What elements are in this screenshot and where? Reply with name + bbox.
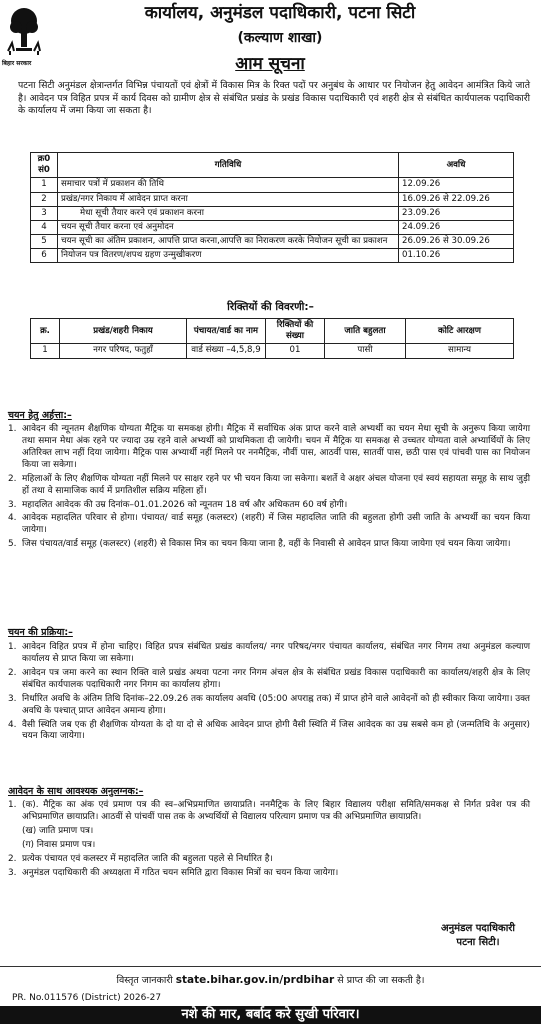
schedule-period: 26.09.26 से 30.09.26 (399, 235, 514, 249)
list-item-number: 2. (8, 667, 17, 678)
pr-line (12, 993, 530, 1005)
list-item (8, 642, 530, 666)
vacancy-header-row (31, 319, 514, 344)
list-item-text: वैसी स्थिति जब एक ही शैक्षणिक योग्यता के दो या दो से अधिक आवेदन प्राप्त होगी वैसी स्थिति में जिस आवेदक का उम्र सबसे कम हो (जन्मतिथि के अनुसार) चयन किया जायेगा। (22, 719, 530, 742)
table-row (31, 249, 514, 263)
list-item (8, 720, 530, 744)
intro-paragraph: पटना सिटी अनुमंडल क्षेत्रान्तर्गत विभिन्न पंचायतों एवं क्षेत्रों में विकास मित्र के रिक्त पदों पर अनुबंध के आधार पर नियोजन हेतु आवेदन आमंत्रित किये जाते है। आवेदन पत्र विहित प्रपत्र में कार्य दिवस को ग्रामीण क्षेत्र से संबंधित प्रखंड के प्रखंड विकास पदाधिकारी एवं शहरी क्षेत्र से संबंधित कार्यपालक पदाधिकारी के कार्यालय में जमा किया जा सकता है। (18, 80, 530, 117)
schedule-activity: चयन सूची का अंतिम प्रकाशन, आपत्ति प्राप्त करना,आपत्ति का निराकरण करके नियोजन सूची का प्रकाशन (58, 235, 399, 249)
schedule-sn: 5 (31, 235, 58, 249)
office-subtitle: (कल्याण शाखा) (237, 30, 323, 46)
office-title: कार्यालय, अनुमंडल पदाधिकारी, पटना सिटी (144, 3, 416, 23)
process-list (8, 642, 530, 745)
schedule-activity: प्रखंड/नगर निकाय में आवेदन प्राप्त करना (58, 192, 399, 206)
list-item (8, 500, 530, 512)
schedule-header-activity: गतिविधि (58, 153, 399, 178)
bihar-emblem-icon (4, 3, 44, 59)
vacancy-header-count: रिक्तियों की संख्या (266, 319, 325, 344)
schedule-activity: चयन सूची तैयार करना एवं अनुमोदन (58, 220, 399, 234)
list-item-number: 2. (8, 853, 17, 864)
schedule-sn: 6 (31, 249, 58, 263)
list-item-text: महादलित आवेदक की उम्र दिनांक–01.01.2026 को न्यूनतम 18 वर्ष और अधिकतम 60 वर्ष होगी। (22, 499, 348, 510)
emblem-caption: बिहार सरकार (2, 60, 32, 67)
list-item-number: 4. (8, 719, 17, 730)
footer-info-prefix: विस्तृत जानकारी (116, 975, 173, 986)
pr-number: PR. No.011576 (District) 2026-27 (12, 993, 162, 1003)
list-item (8, 668, 530, 692)
table-row (31, 178, 514, 192)
list-item-number: 1. (8, 424, 17, 434)
table-row (31, 344, 514, 358)
footer-divider (0, 966, 541, 967)
list-item-text: अनुमंडल पदाधिकारी की अध्यक्षता में गठित चयन समिति द्वारा विकास मित्रों का चयन किया जायेगा। (22, 867, 339, 878)
vacancy-count: 01 (266, 344, 325, 358)
list-item-number: 5. (8, 539, 17, 550)
schedule-sn: 3 (31, 206, 58, 220)
list-item-text: निर्धारित अवधि के अंतिम तिथि दिनांक–22.09.26 तक कार्यालय अवधि (05:00 अपराह्न तक) में प्राप्त होने वाले आवेदनों को ही स्वीकार किया जायेगा। उक्त अवधि के पश्चात् प्राप्त आवेदन अमान्य होगा। (22, 693, 530, 716)
process-heading: चयन की प्रक्रिया:– (8, 627, 73, 638)
slogan-bar (0, 1006, 541, 1024)
header (0, 0, 541, 78)
list-item-number: 2. (8, 473, 17, 484)
table-row (31, 220, 514, 234)
list-item-text: आवेदन पत्र जमा करने का स्थान रिक्ति वाले प्रखंड अथवा पटना नगर निगम अंचल क्षेत्र के संबंधित प्रखंड विकास पदाधिकारी का कार्यालय/शहरी क्षेत्र के लिए संबंधित कार्यपालक पदाधिकारी नगर निगम का कार्यालय होगा। (22, 667, 530, 690)
list-item-number: 3. (8, 499, 17, 510)
schedule-table (30, 152, 514, 263)
schedule-sn: 2 (31, 192, 58, 206)
schedule-header-period: अवधि (399, 153, 514, 178)
vacancy-table (30, 318, 514, 359)
schedule-header-sn: क्र0 सं0 (31, 153, 58, 178)
list-item (8, 474, 530, 498)
schedule-activity: नियोजन पत्र वितरण/शपथ ग्रहण उन्मुखीकरण (58, 249, 399, 263)
list-item-number: 3. (8, 867, 17, 878)
signature-designation: अनुमंडल पदाधिकारी (440, 923, 515, 934)
eligibility-list (8, 424, 530, 553)
list-item-number: 1. (8, 800, 17, 810)
list-item-text: (ग) निवास प्रमाण पत्र। (22, 839, 96, 850)
footer-info (0, 974, 541, 988)
attachments-heading: आवेदन के साथ आवश्यक अनुलग्नक:– (8, 786, 144, 797)
schedule-activity: मेधा सूची तैयार करने एवं प्रकाशन करना (58, 206, 399, 220)
list-item (8, 854, 530, 866)
list-item-text: (ख) जाति प्रमाण पत्र। (22, 825, 94, 836)
vacancy-heading: रिक्तियों की विवरणी:– (227, 301, 314, 313)
vacancy-header-sn: क्र. (31, 319, 60, 344)
vacancy-sn: 1 (31, 344, 60, 358)
schedule-period: 23.09.26 (399, 206, 514, 220)
list-item-text: महिलाओं के लिए शैक्षणिक योग्यता नहीं मिलने पर साक्षर रहने पर भी चयन किया जा सकेगा। बशर्ते वे अक्षर अंचल योजना एवं स्वयं सहायता समूह के साथ जुड़ी हों तथा वे सामाजिक कार्य में प्रगतिशील सक्रिय महिला हों। (22, 473, 530, 496)
vacancy-unit: नगर परिषद, फतुहाँ (60, 344, 187, 358)
list-item-text: जिस पंचायत/वार्ड समूह (कलस्टर) (शहरी) से विकास मित्र का चयन किया जाना है, वहीं के निवासी से आवेदन प्राप्त किया जायेगा एवं चयन किया जायेगा। (22, 539, 511, 550)
list-item-text: आवेदक महादलित परिवार से होगा। पंचायत/ वार्ड समूह (कलस्टर) (शहरी) में जिस महादलित जाति की बहुलता होगी उसी जाति के अभ्यर्थी का चयन किया जायेगा। (22, 513, 530, 536)
list-item (8, 424, 530, 472)
vacancy-header-caste: जाति बहुलता (325, 319, 406, 344)
list-item-text: (क). मैट्रिक का अंक एवं प्रमाण पत्र की स्व–अभिप्रमाणित छायाप्रति। ननमैट्रिक के लिए बिहार विद्यालय परीक्षा समिति/समकक्ष से निर्गत प्रवेश पत्र की अभिप्रमाणित छायाप्रति। आठवीं से पांचवीं पास तक के अभ्यर्थियों से विद्यालय परित्याग प्रमाण पत्र की अभिप्रमाणित छायाप्रति। (22, 800, 530, 822)
list-item (8, 539, 530, 551)
schedule-sn: 1 (31, 178, 58, 192)
schedule-activity: समाचार पत्रों में प्रकाशन की तिथि (58, 178, 399, 192)
vacancy-header-unit: प्रखंड/शहरी निकाय (60, 319, 187, 344)
list-item (8, 840, 530, 852)
list-item (8, 800, 530, 824)
list-item-number: 1. (8, 642, 17, 652)
eligibility-heading: चयन हेतु अर्हत्ता:– (8, 410, 72, 421)
vacancy-caste: पासी (325, 344, 406, 358)
list-item-text: प्रत्येक पंचायत एवं कलस्टर में महादलित जाति की बहुलता पहले से निर्धारित है। (22, 853, 273, 864)
table-row (31, 235, 514, 249)
list-item (8, 826, 530, 838)
schedule-sn: 4 (31, 220, 58, 234)
schedule-period: 16.09.26 से 22.09.26 (399, 192, 514, 206)
notice-title: आम सूचना (235, 54, 305, 74)
vacancy-header-category: कोटि आरक्षण (406, 319, 514, 344)
list-item (8, 513, 530, 537)
schedule-header-row (31, 153, 514, 178)
signature-place: पटना सिटी। (456, 937, 500, 948)
vacancy-category: सामान्य (406, 344, 514, 358)
table-row (31, 206, 514, 220)
schedule-period: 01.10.26 (399, 249, 514, 263)
attachments-list (8, 800, 530, 882)
signature-block (441, 922, 515, 950)
vacancy-header-ward: पंचायत/वार्ड का नाम (187, 319, 266, 344)
footer-website-link[interactable]: state.bihar.gov.in/prdbihar (175, 974, 335, 986)
list-item-number: 3. (8, 693, 17, 704)
table-row (31, 192, 514, 206)
list-item (8, 694, 530, 718)
list-item-number: 4. (8, 513, 17, 524)
list-item-text: आवेदन विहित प्रपत्र में होना चाहिए। विहित प्रपत्र संबंधित प्रखंड कार्यालय/ नगर परिषद/नगर पंचायत कार्यालय, संबंधित नगर निगम तथा अनुमंडल कल्याण कार्यालय से प्राप्त किया जा सकेगा। (22, 642, 530, 664)
schedule-period: 12.09.26 (399, 178, 514, 192)
schedule-period: 24.09.26 (399, 220, 514, 234)
slogan-text: नशे की मार, बर्बाद करे सुखी परिवार। (181, 1007, 360, 1022)
footer-info-suffix: से प्राप्त की जा सकती है। (337, 975, 425, 986)
list-item (8, 868, 530, 880)
list-item-text: आवेदन की न्यूनतम शैक्षणिक योग्यता मैट्रिक या समकक्ष होगी। मैट्रिक में सर्वाधिक अंक प्राप्त करने वाले अभ्यर्थी का चयन मेधा सूची के अनुरूप किया जायेगा तथा समान मेधा अंक रहने पर ज्यादा उम्र रहने वाले अभ्यर्थी को प्राथमिकता दी जायेगी। चयन में मैट्रिक या समकक्ष से उच्चतर योग्यता वाले अभ्यार्थियों के लिए अतिरिक्त लाभ नहीं दिया जायेगा। मैट्रिक पास अभ्यार्थी नहीं मिलने पर ननमैट्रिक, नौवीं पास, आठवीं पास, सातवीं पास, छठी पास एवं पांचवी पास का नियोजन किया जा सकेगा। (22, 424, 530, 470)
vacancy-ward: वार्ड संख्या –4,5,8,9 (187, 344, 266, 358)
